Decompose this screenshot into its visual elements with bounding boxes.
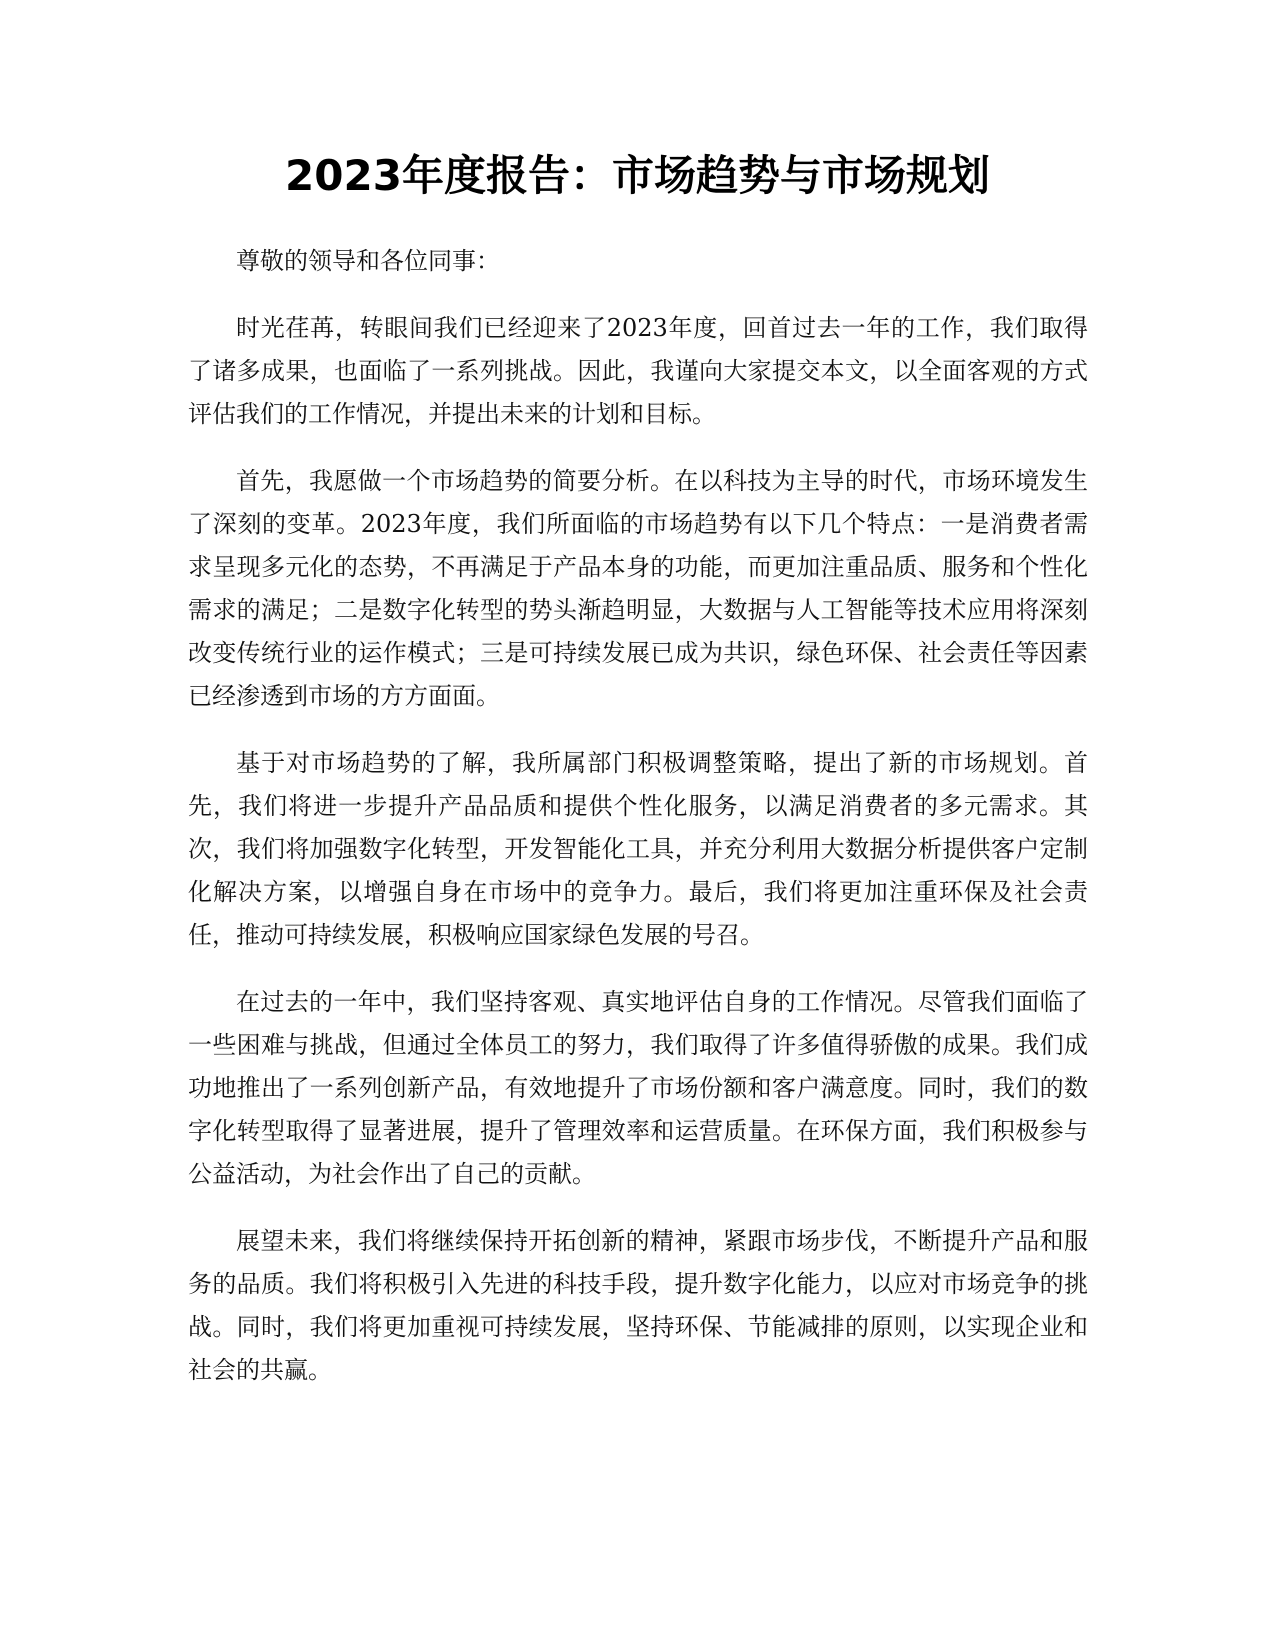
- paragraph-outlook: 展望未来，我们将继续保持开拓创新的精神，紧跟市场步伐，不断提升产品和服务的品质。我们将积极引入先进的科技手段，提升数字化能力，以应对市场竞争的挑战。同时，我们将更加重视可持续发展，坚持环保、节能减排的原则，以实现企业和社会的共赢。: [188, 1227, 1088, 1384]
- paragraph-intro: 时光荏苒，转眼间我们已经迎来了2023年度，回首过去一年的工作，我们取得了诸多成果，也面临了一系列挑战。因此，我谨向大家提交本文，以全面客观的方式评估我们的工作情况，并提出未来的计划和目标。: [188, 314, 1088, 428]
- paragraph-review: 在过去的一年中，我们坚持客观、真实地评估自身的工作情况。尽管我们面临了一些困难与挑战，但通过全体员工的努力，我们取得了许多值得骄傲的成果。我们成功地推出了一系列创新产品，有效地提升了市场份额和客户满意度。同时，我们的数字化转型取得了显著进展，提升了管理效率和运营质量。在环保方面，我们积极参与公益活动，为社会作出了自己的贡献。: [188, 988, 1088, 1188]
- document-body: [188, 240, 1088, 1416]
- document-title: 2023年度报告：市场趋势与市场规划: [285, 151, 990, 200]
- paragraph-market-trends: 首先，我愿做一个市场趋势的简要分析。在以科技为主导的时代，市场环境发生了深刻的变革。2023年度，我们所面临的市场趋势有以下几个特点：一是消费者需求呈现多元化的态势，不再满足于产品本身的功能，而更加注重品质、服务和个性化需求的满足；二是数字化转型的势头渐趋明显，大数据与人工智能等技术应用将深刻改变传统行业的运作模式；三是可持续发展已成为共识，绿色环保、社会责任等因素已经渗透到市场的方方面面。: [188, 467, 1088, 710]
- salutation: 尊敬的领导和各位同事：: [236, 247, 500, 275]
- paragraph-market-plan: 基于对市场趋势的了解，我所属部门积极调整策略，提出了新的市场规划。首先，我们将进一步提升产品品质和提供个性化服务，以满足消费者的多元需求。其次，我们将加强数字化转型，开发智能化工具，并充分利用大数据分析提供客户定制化解决方案，以增强自身在市场中的竞争力。最后，我们将更加注重环保及社会责任，推动可持续发展，积极响应国家绿色发展的号召。: [188, 749, 1088, 949]
